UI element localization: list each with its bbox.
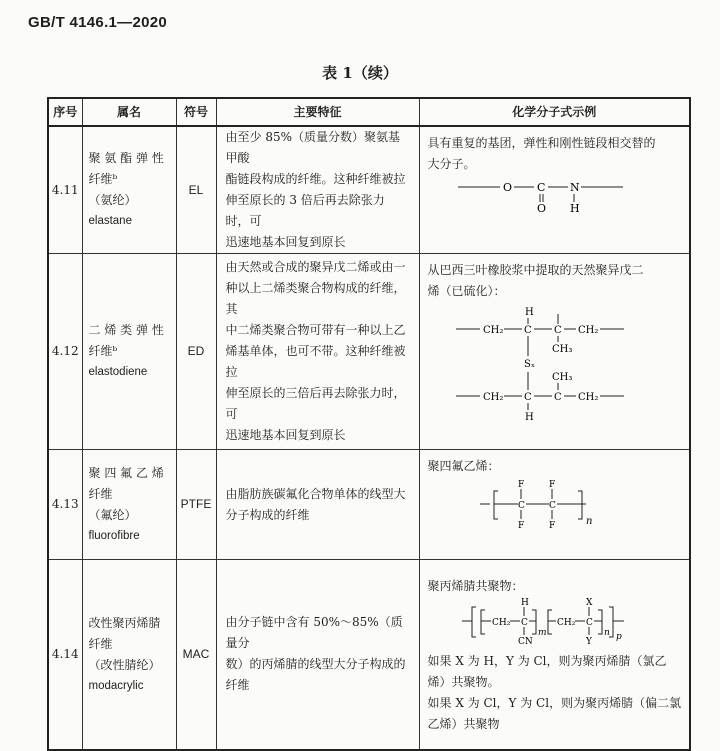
atom-f: F <box>548 480 555 490</box>
row-name <box>82 450 176 560</box>
formula-note: 烯）共聚物。 <box>427 675 500 689</box>
atom-ch2: CH₂ <box>577 392 598 403</box>
row-no: 4.11 <box>48 126 82 254</box>
feature-line: 纤维 <box>225 678 250 693</box>
row-symbol: EL <box>176 126 216 254</box>
table-row <box>48 254 690 450</box>
row-symbol: MAC <box>176 560 216 750</box>
formula-line: 大分子。 <box>427 157 476 171</box>
feature-line: 数）的丙烯腈的线型大分子构成的 <box>225 657 406 672</box>
formula-note: 如果 X 为 H，Y 为 Cl，则为聚丙烯腈（氯乙 <box>427 654 667 668</box>
name-line: （改性腈纶） <box>88 657 161 672</box>
formula-line: 烯（已硫化）： <box>427 284 506 298</box>
feature-line: 分子构成的纤维 <box>225 507 310 522</box>
row-symbol: ED <box>176 254 216 450</box>
atom-c: C <box>553 392 562 403</box>
formula-note: 如果 X 为 Cl，Y 为 Cl，则为聚丙烯腈（偏二氯 <box>427 696 682 710</box>
row-feature <box>216 560 419 750</box>
standard-number: GB/T 4146.1—2020 <box>28 14 168 31</box>
name-line-en: modacrylic <box>88 679 144 692</box>
polyisoprene-structure <box>428 302 683 430</box>
formula-line: 具有重复的基团，弹性和刚性链段相交替的 <box>427 136 656 150</box>
atom-n: N <box>569 181 580 194</box>
atom-c: C <box>585 618 593 628</box>
feature-line: 伸至原长的三倍后再去除张力时，可 <box>225 386 406 421</box>
name-line: （氨纶） <box>88 193 137 208</box>
feature-line: 由分子链中含有 50%～85%（质量分 <box>225 615 403 651</box>
feature-line: 烯基单体，也可不带。这种纤维被拉 <box>225 344 406 379</box>
subscript-p: p <box>615 632 622 642</box>
row-name <box>82 254 176 450</box>
feature-line: 由脂肪族碳氟化合物单体的线型大 <box>225 486 406 501</box>
row-formula <box>419 560 690 750</box>
subscript-n: n <box>585 516 592 527</box>
table-row <box>48 450 690 560</box>
row-name <box>82 560 176 750</box>
atom-o2: O <box>536 202 546 215</box>
atom-c: C <box>523 392 532 403</box>
atom-h: H <box>524 307 534 318</box>
name-line: 二 烯 类 弹 性 <box>88 323 164 338</box>
atom-x: X <box>585 598 592 608</box>
name-line-en: elastane <box>88 215 132 228</box>
atom-c: C <box>548 501 556 511</box>
feature-line: 迅速地基本回复到原长 <box>225 235 346 249</box>
formula-line: 聚四氟乙烯： <box>427 459 500 473</box>
name-line-en: fluorofibre <box>88 529 140 542</box>
feature-line: 种以上二烯类聚合物构成的纤维，其 <box>225 281 406 316</box>
subscript-m: m <box>537 628 547 638</box>
table-header-row <box>48 98 690 126</box>
modacrylic-structure <box>428 597 683 651</box>
row-formula <box>419 126 690 254</box>
feature-line: 由至少 85%（质量分数）聚氨基甲酸 <box>225 130 400 165</box>
atom-ch2: CH₂ <box>577 325 598 336</box>
formula-note: 乙烯）共聚物 <box>427 717 500 731</box>
formula-line: 从巴西三叶橡胶浆中提取的天然聚异戊二 <box>427 263 644 277</box>
row-formula <box>419 254 690 450</box>
fiber-table <box>47 97 691 751</box>
atom-ch2: CH₂ <box>491 618 510 628</box>
atom-f: F <box>548 521 555 531</box>
atom-h: H <box>569 202 580 215</box>
name-line: 改性聚丙烯腈 <box>88 615 161 630</box>
atom-ch2: CH₂ <box>482 392 503 403</box>
row-no: 4.13 <box>48 450 82 560</box>
table-row <box>48 560 690 750</box>
atom-ch3: CH₃ <box>551 372 572 383</box>
atom-y: Y <box>585 637 592 647</box>
subscript-n: n <box>603 628 610 638</box>
feature-line: 迅速地基本回复到原长 <box>225 428 346 442</box>
atom-f: F <box>517 480 524 490</box>
atom-c: C <box>523 325 532 336</box>
header-no: 序号 <box>48 98 82 126</box>
feature-line: 酯链段构成的纤维。这种纤维被拉 <box>225 172 406 186</box>
header-name: 属名 <box>82 98 176 126</box>
feature-line: 中二烯类聚合物可带有一种以上乙 <box>225 323 406 337</box>
name-line: （氟纶） <box>88 507 137 522</box>
name-line: 纤维ᵇ <box>88 172 118 187</box>
feature-line: 由天然或合成的聚异戊二烯或由一 <box>225 260 406 274</box>
atom-c: C <box>536 181 545 194</box>
feature-line: 伸至原长的 3 倍后再去除张力时，可 <box>225 193 385 228</box>
header-feature: 主要特征 <box>216 98 419 126</box>
name-line: 纤维ᵇ <box>88 344 118 359</box>
atom-ch2: CH₂ <box>556 618 575 628</box>
name-line: 聚 氨 酯 弹 性 <box>88 151 164 166</box>
atom-c: C <box>517 501 525 511</box>
name-line: 聚 四 氟 乙 烯 <box>88 465 164 480</box>
name-line-en: elastodiene <box>88 366 148 379</box>
row-symbol: PTFE <box>176 450 216 560</box>
atom-h: H <box>520 598 529 608</box>
header-formula: 化学分子式示例 <box>419 98 690 126</box>
row-formula <box>419 450 690 560</box>
atom-c: C <box>520 618 528 628</box>
atom-sx: Sₓ <box>523 359 535 370</box>
atom-o: O <box>502 181 512 194</box>
atom-h: H <box>524 412 534 423</box>
atom-c: C <box>553 325 562 336</box>
row-feature <box>216 126 419 254</box>
row-name <box>82 126 176 254</box>
header-symbol: 符号 <box>176 98 216 126</box>
name-line: 纤维 <box>88 486 113 501</box>
table-caption: 表 1（续） <box>322 64 398 82</box>
polyurethane-structure <box>428 175 683 215</box>
atom-f: F <box>517 521 524 531</box>
name-line: 纤维 <box>88 636 113 651</box>
row-feature <box>216 450 419 560</box>
table-row <box>48 126 690 254</box>
row-feature <box>216 254 419 450</box>
atom-ch2: CH₂ <box>482 325 503 336</box>
atom-ch3: CH₃ <box>551 344 572 355</box>
atom-cn: CN <box>517 637 533 647</box>
formula-line: 聚丙烯腈共聚物： <box>427 579 524 593</box>
ptfe-structure <box>428 477 683 539</box>
row-no: 4.12 <box>48 254 82 450</box>
row-no: 4.14 <box>48 560 82 750</box>
